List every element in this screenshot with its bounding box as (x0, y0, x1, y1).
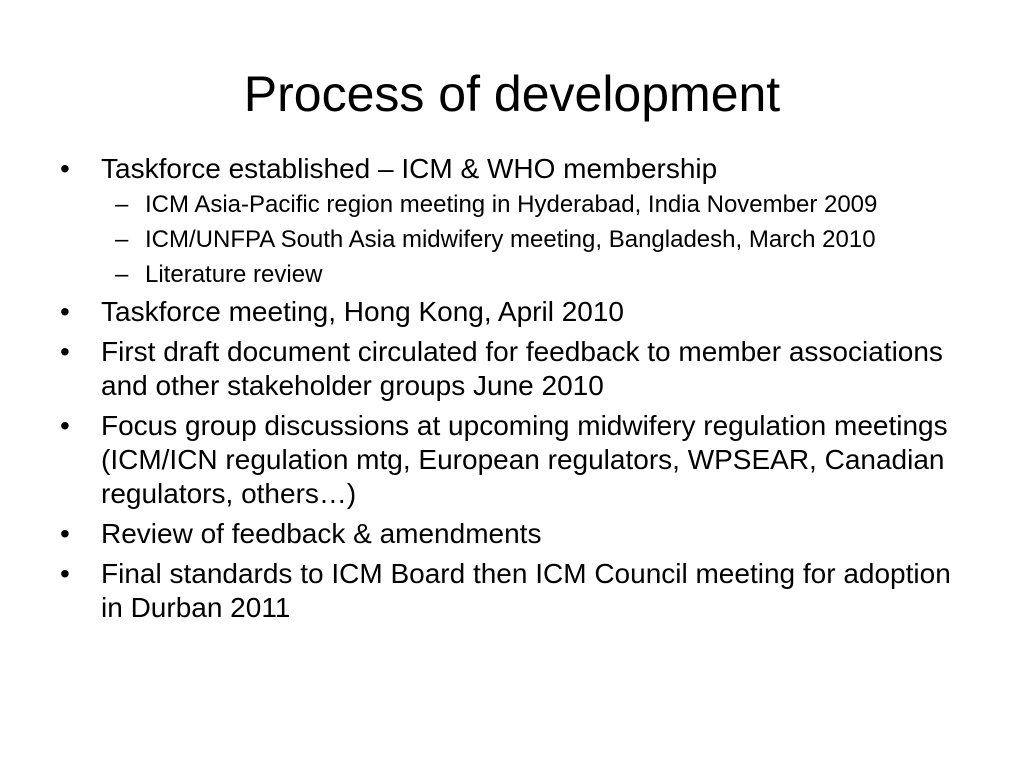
slide-title: Process of development (243, 66, 781, 122)
dash-icon: – (115, 191, 129, 218)
sub-bullet-item (60, 260, 960, 289)
dash-icon: – (115, 226, 129, 253)
bullet-item (60, 335, 960, 403)
bullet-text: Focus group discussions at upcoming midwifery regulation meetings (ICM/ICN regulation mtg, European regulators, WPSEAR, Canadian regulators, others…) (101, 410, 948, 509)
bullet-icon: • (60, 153, 70, 184)
bullet-icon: • (60, 336, 70, 367)
bullet-item (60, 152, 960, 289)
bullet-icon: • (60, 296, 70, 327)
bullet-item (60, 557, 960, 625)
dash-icon: – (115, 261, 129, 288)
sub-bullet-text: Literature review (145, 261, 323, 288)
bullet-item (60, 295, 960, 329)
bullet-text: Final standards to ICM Board then ICM Council meeting for adoption in Durban 2011 (101, 558, 951, 623)
sub-bullet-list (101, 190, 960, 289)
sub-bullet-text: ICM Asia-Pacific region meeting in Hyderabad, India November 2009 (145, 191, 878, 218)
sub-bullet-item (60, 190, 960, 219)
bullet-item (60, 517, 960, 551)
bullet-item (60, 409, 960, 511)
bullet-text: First draft document circulated for feedback to member associations and other stakeholder groups June 2010 (101, 336, 943, 401)
bullet-icon: • (60, 410, 70, 441)
bullet-icon: • (60, 518, 70, 549)
bullet-list (60, 152, 960, 631)
bullet-text: Taskforce meeting, Hong Kong, April 2010 (101, 296, 624, 327)
bullet-icon: • (60, 558, 70, 589)
bullet-text: Review of feedback & amendments (101, 518, 542, 549)
bullet-text: Taskforce established – ICM & WHO membership (101, 153, 718, 184)
sub-bullet-text: ICM/UNFPA South Asia midwifery meeting, Bangladesh, March 2010 (145, 226, 876, 253)
sub-bullet-item (60, 225, 960, 254)
